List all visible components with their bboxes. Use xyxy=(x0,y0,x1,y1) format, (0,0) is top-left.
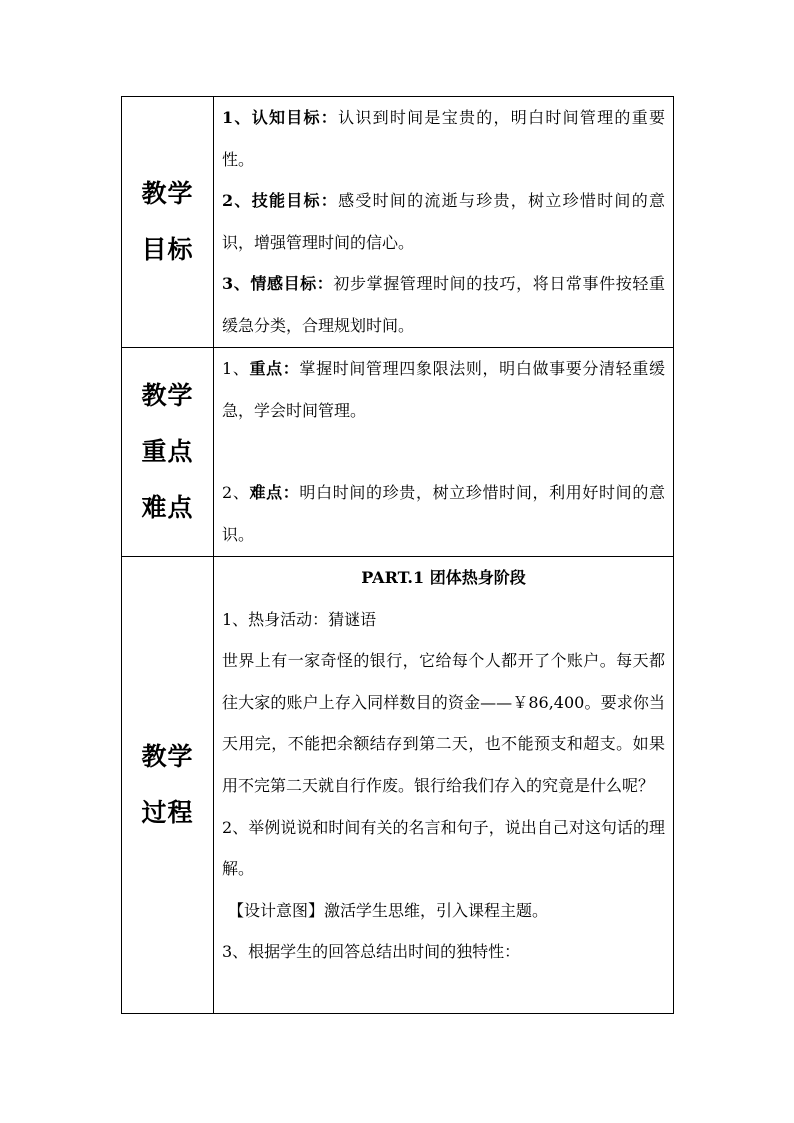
label-line: 重点 xyxy=(141,437,194,466)
table-row xyxy=(122,348,674,557)
label-line: 教学 xyxy=(141,381,194,410)
table-row xyxy=(122,557,674,1014)
design-intent: 【设计意图】激活学生思维，引入课程主题。 xyxy=(228,900,549,920)
label-line: 教学 xyxy=(141,742,194,771)
lesson-plan-table xyxy=(121,96,674,1014)
process-paragraph: 2、举例说说和时间有关的名言和句子，说出自己对这句话的理解。 xyxy=(222,817,665,879)
row-label-process xyxy=(122,557,214,1014)
objective-item: 2、技能目标：感受时间的流逝与珍贵，树立珍惜时间的意识，增强管理时间的信心。 xyxy=(222,191,665,252)
table-row xyxy=(122,97,674,348)
objectives-content xyxy=(214,97,674,348)
process-paragraph: 世界上有一家奇怪的银行，它给每个人都开了个账户。每天都往大家的账户上存入同样数目的资金——￥86,400。要求你当天用完，不能把余额结存到第二天，也不能预支和超支。如果用不完第二天就自行作废。银行给我们存入的究竟是什么呢？ xyxy=(222,651,665,795)
process-paragraph: 3、根据学生的回答总结出时间的独特性： xyxy=(222,942,521,962)
row-label-key-points xyxy=(122,348,214,557)
row-label-objectives xyxy=(122,97,214,348)
label-line: 目标 xyxy=(141,235,194,264)
label-line: 难点 xyxy=(141,493,194,522)
objective-item: 3、情感目标：初步掌握管理时间的技巧，将日常事件按轻重缓急分类，合理规划时间。 xyxy=(222,274,665,335)
objective-item: 1、认知目标：认识到时间是宝贵的，明白时间管理的重要性。 xyxy=(222,108,665,169)
process-paragraph: 1、热身活动：猜谜语 xyxy=(222,609,377,629)
process-content xyxy=(214,557,674,1014)
key-points-content xyxy=(214,348,674,557)
label-line: 教学 xyxy=(141,179,194,208)
label-line: 过程 xyxy=(141,798,194,827)
key-point-item: 2、难点：明白时间的珍贵，树立珍惜时间，利用好时间的意识。 xyxy=(222,483,665,544)
key-point-item: 1、重点：掌握时间管理四象限法则，明白做事要分清轻重缓急，学会时间管理。 xyxy=(222,359,665,420)
part-title: PART.1 团体热身阶段 xyxy=(361,568,526,587)
